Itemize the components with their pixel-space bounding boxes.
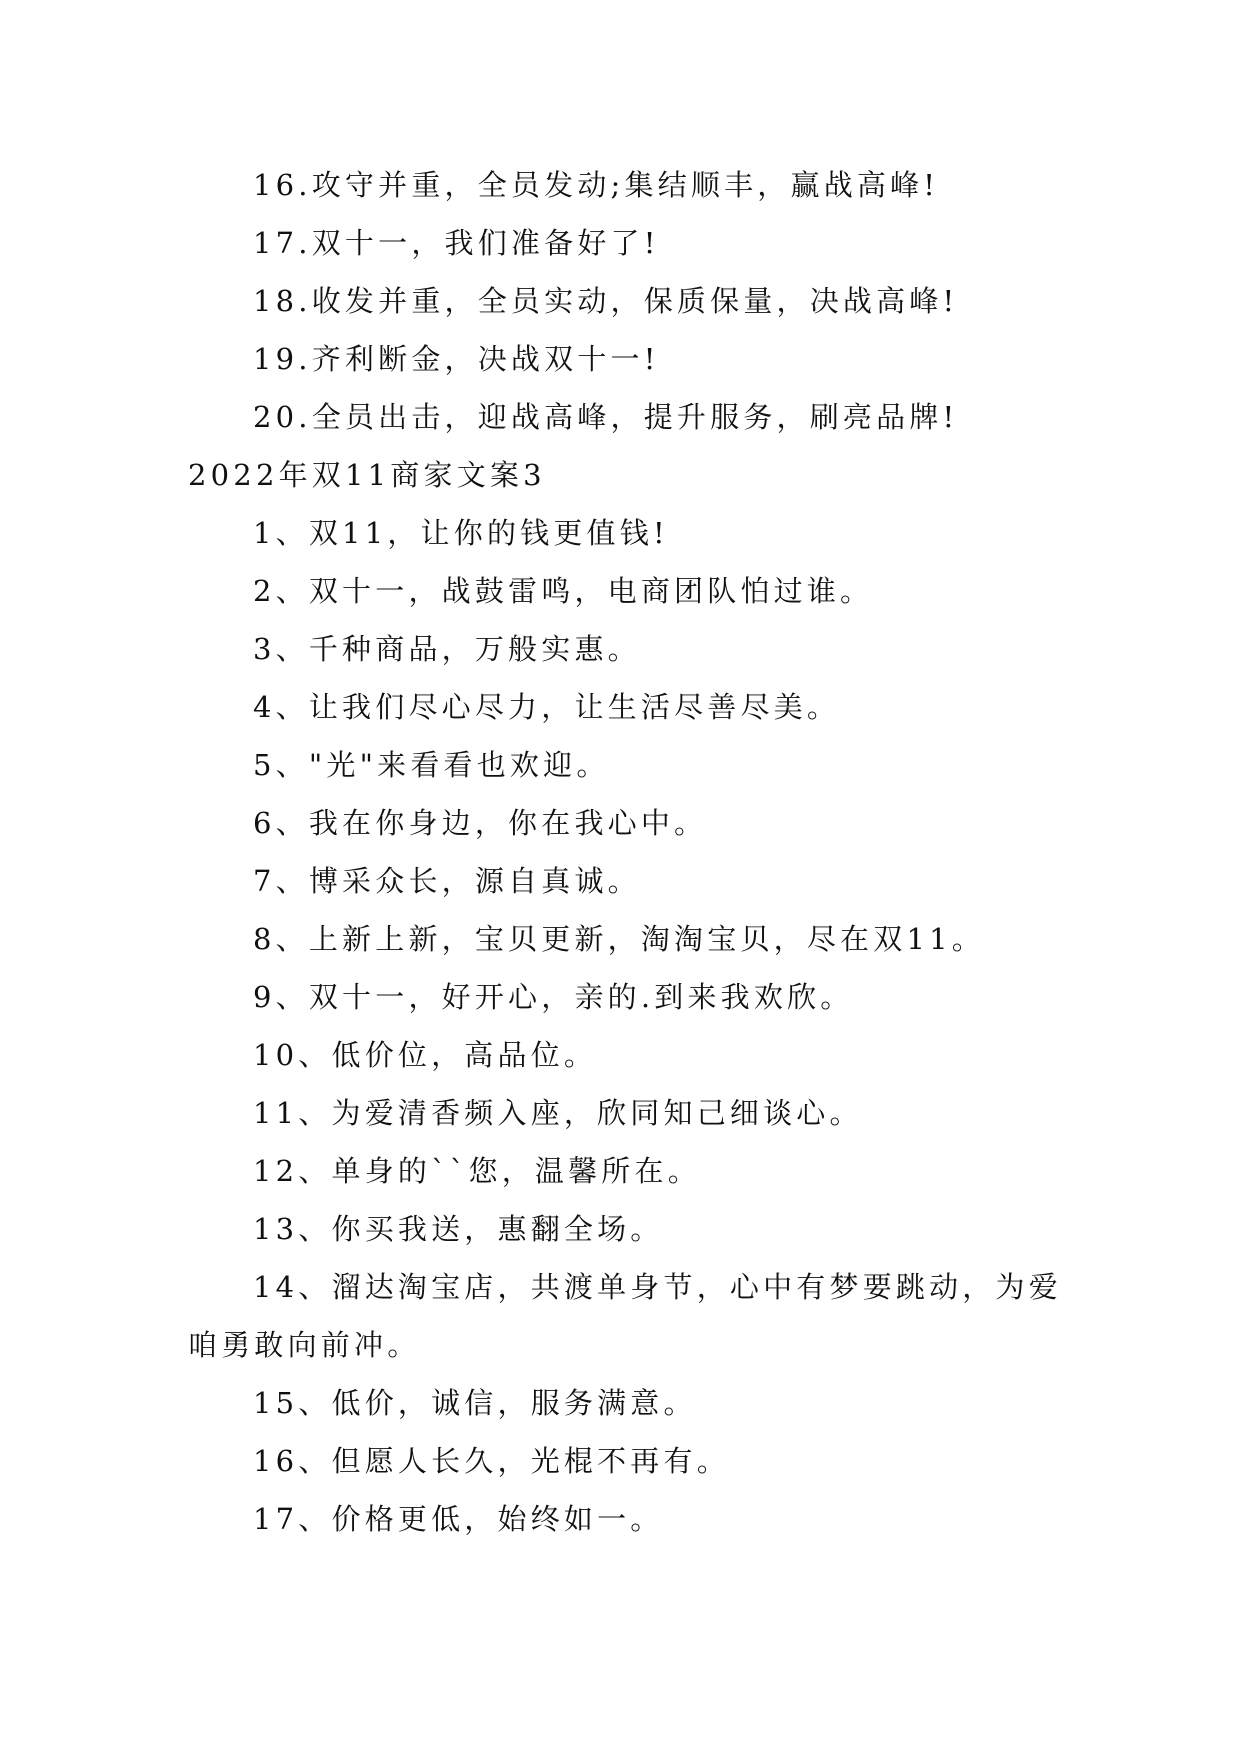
list-item: 17、价格更低，始终如一。	[253, 1502, 664, 1536]
list-item: 16.攻守并重，全员发动;集结顺丰，赢战高峰!	[253, 168, 940, 202]
list-item-continuation: 咱勇敢向前冲。	[188, 1328, 421, 1362]
list-item: 20.全员出击，迎战高峰，提升服务，刷亮品牌!	[253, 400, 959, 434]
list-item: 9、双十一，好开心，亲的.到来我欢欣。	[253, 980, 854, 1014]
list-item: 19.齐利断金，决战双十一!	[253, 342, 660, 376]
list-item: 10、低价位，高品位。	[253, 1038, 598, 1072]
list-item: 1、双11，让你的钱更值钱!	[253, 516, 669, 550]
list-item: 13、你买我送，惠翻全场。	[253, 1212, 664, 1246]
list-item: 11、为爱清香频入座，欣同知己细谈心。	[253, 1096, 863, 1130]
list-item: 4、让我们尽心尽力，让生活尽善尽美。	[253, 690, 841, 724]
list-item: 5、"光"来看看也欢迎。	[253, 748, 610, 782]
list-item: 17.双十一，我们准备好了!	[253, 226, 660, 260]
list-item: 15、低价，诚信，服务满意。	[253, 1386, 697, 1420]
list-item: 2、双十一，战鼓雷鸣，电商团队怕过谁。	[253, 574, 874, 608]
section-heading: 2022年双11商家文案3	[188, 458, 546, 492]
list-item: 16、但愿人长久，光棍不再有。	[253, 1444, 730, 1478]
list-item: 8、上新上新，宝贝更新，淘淘宝贝，尽在双11。	[253, 922, 985, 956]
list-item: 6、我在你身边，你在我心中。	[253, 806, 708, 840]
list-item: 12、单身的``您，温馨所在。	[253, 1154, 701, 1188]
list-item: 18.收发并重，全员实动，保质保量，决战高峰!	[253, 284, 959, 318]
list-item: 3、千种商品，万般实惠。	[253, 632, 641, 666]
list-item: 7、博采众长，源自真诚。	[253, 864, 641, 898]
list-item: 14、溜达淘宝店，共渡单身节，心中有梦要跳动，为爱	[253, 1270, 1062, 1304]
